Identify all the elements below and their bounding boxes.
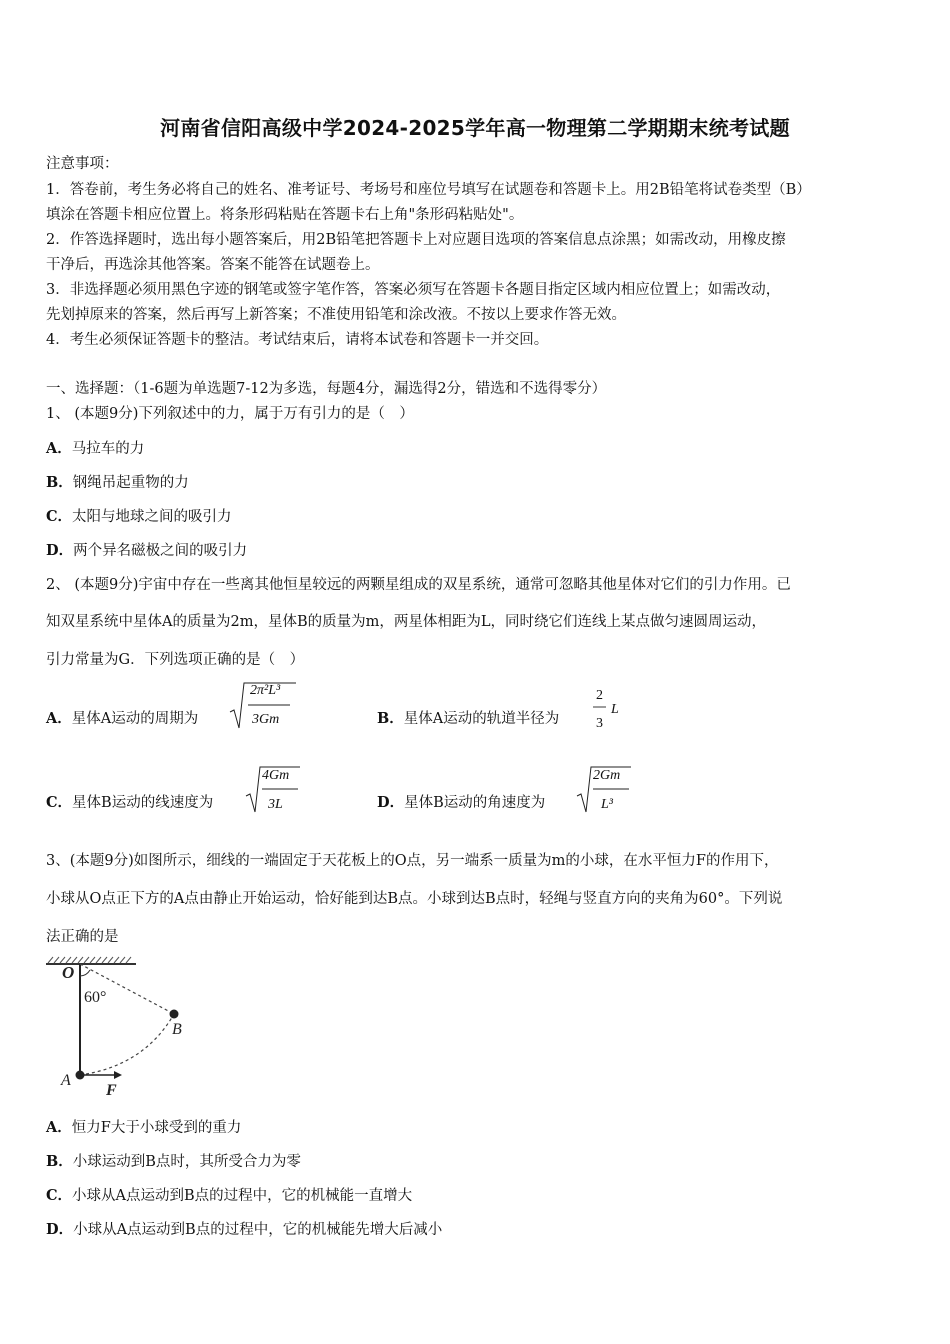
q2-option-c-denominator: 3L bbox=[268, 797, 283, 812]
q2-option-c-numerator: 4Gm bbox=[262, 768, 290, 783]
q2-option-c: C．星体B运动的线速度为 bbox=[46, 794, 214, 811]
label-o: O bbox=[62, 963, 75, 982]
ball-b bbox=[170, 1010, 179, 1019]
q2-option-b-fraction-bar bbox=[592, 705, 608, 709]
label-a: A bbox=[61, 1072, 71, 1089]
notice-line: 4．考生必须保证答题卡的整洁。考试结束后，请将本试卷和答题卡一并交回。 bbox=[46, 332, 549, 348]
page-title: 河南省信阳高级中学2024-2025学年高一物理第二学期期末统考试题 bbox=[160, 116, 790, 140]
q2-option-a: A．星体A运动的周期为 bbox=[46, 710, 199, 727]
angle-arc bbox=[80, 970, 90, 976]
trajectory-arc bbox=[80, 1014, 174, 1075]
q3-option-d: D．小球从A点运动到B点的过程中，它的机械能先增大后减小 bbox=[46, 1221, 443, 1238]
q2-option-b-denominator: 3 bbox=[596, 716, 603, 731]
q3-stem-line3: 法正确的是 bbox=[46, 929, 119, 945]
q2-option-a-denominator: 3Gm bbox=[252, 712, 280, 727]
q2-option-b-length: L bbox=[611, 702, 619, 717]
notice-line: 先划掉原来的答案，然后再写上新答案；不准使用铅笔和涂改液。不按以上要求作答无效。 bbox=[46, 307, 626, 323]
q1-option-d: D．两个异名磁极之间的吸引力 bbox=[46, 542, 248, 559]
q3-stem-line2: 小球从O点正下方的A点由静止开始运动，恰好能到达B点。小球到达B点时，轻绳与竖直方向的夹角为60°。下列说 bbox=[46, 891, 783, 907]
q2-option-d-numerator: 2Gm bbox=[593, 768, 621, 783]
q2-option-d: D．星体B运动的角速度为 bbox=[377, 794, 546, 811]
label-f: F bbox=[106, 1082, 117, 1099]
q2-stem-line3: 引力常量为G．下列选项正确的是（ ） bbox=[46, 652, 305, 668]
notice-line: 1．答卷前，考生务必将自己的姓名、准考证号、考场号和座位号填写在试题卷和答题卡上。用2B铅笔将试卷类型（B） bbox=[46, 182, 811, 198]
q3-option-b: B．小球运动到B点时，其所受合力为零 bbox=[46, 1153, 301, 1170]
notice-line: 填涂在答题卡相应位置上。将条形码粘贴在答题卡右上角"条形码粘贴处"。 bbox=[46, 207, 524, 223]
q3-option-a: A．恒力F大于小球受到的重力 bbox=[46, 1119, 242, 1136]
q2-stem-line1: 2、 (本题9分)宇宙中存在一些离其他恒星较远的两颗星组成的双星系统，通常可忽略其他星体对它们的引力作用。已 bbox=[46, 577, 791, 593]
q2-option-a-numerator: 2π²L³ bbox=[250, 683, 281, 698]
notice-line: 2．作答选择题时，选出每小题答案后，用2B铅笔把答题卡上对应题目选项的答案信息点涂黑；如需改动，用橡皮擦 bbox=[46, 232, 786, 248]
q2-option-b: B．星体A运动的轨道半径为 bbox=[377, 710, 560, 727]
q3-stem-line1: 3、(本题9分)如图所示，细线的一端固定于天花板上的O点，另一端系一质量为m的小球，在水平恒力F的作用下， bbox=[46, 853, 779, 869]
q2-option-d-denominator: L³ bbox=[601, 797, 613, 812]
q1-stem: 1、 (本题9分)下列叙述中的力，属于万有引力的是（ ） bbox=[46, 406, 414, 422]
label-angle: 60° bbox=[84, 989, 107, 1006]
ceiling-hatch bbox=[48, 957, 131, 963]
notice-line: 干净后，再选涂其他答案。答案不能答在试题卷上。 bbox=[46, 257, 380, 273]
q1-option-c: C．太阳与地球之间的吸引力 bbox=[46, 508, 232, 525]
q2-stem-line2: 知双星系统中星体A的质量为2m，星体B的质量为m，两星体相距为L，同时绕它们连线上某点做匀速圆周运动， bbox=[46, 614, 766, 630]
force-arrow-head bbox=[114, 1071, 122, 1079]
q1-option-b: B．钢绳吊起重物的力 bbox=[46, 474, 189, 491]
q3-option-c: C．小球从A点运动到B点的过程中，它的机械能一直增大 bbox=[46, 1187, 413, 1204]
notice-heading: 注意事项： bbox=[46, 156, 119, 172]
pendulum-figure bbox=[44, 954, 204, 1099]
label-b: B bbox=[172, 1021, 182, 1038]
section-heading: 一、选择题：（1-6题为单选题7-12为多选，每题4分，漏选得2分，错选和不选得零分） bbox=[46, 381, 607, 397]
q2-option-b-numerator: 2 bbox=[596, 688, 603, 703]
notice-line: 3．非选择题必须用黑色字迹的钢笔或签字笔作答，答案必须写在答题卡各题目指定区域内相应位置上；如需改动， bbox=[46, 282, 781, 298]
q1-option-a: A．马拉车的力 bbox=[46, 440, 145, 457]
